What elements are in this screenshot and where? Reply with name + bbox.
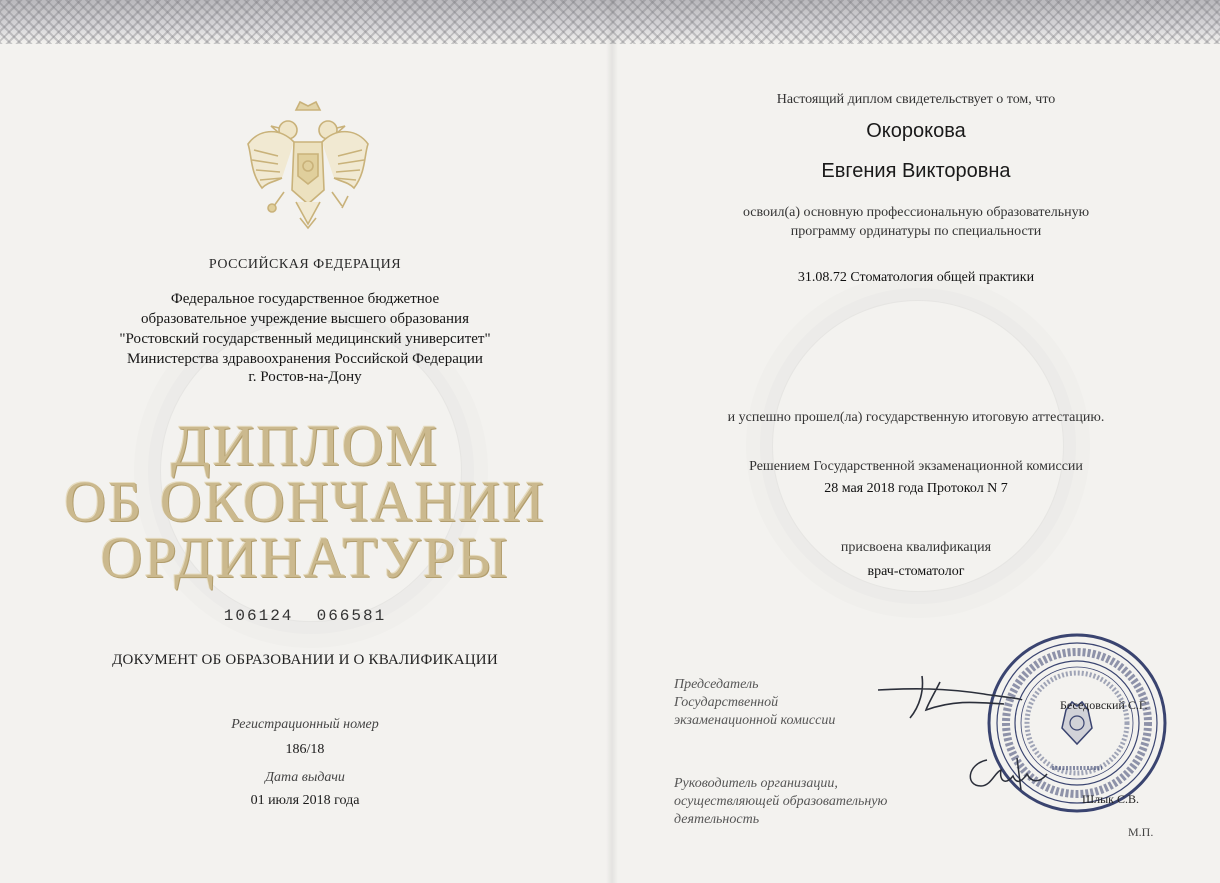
head-label-line: деятельность: [674, 812, 760, 827]
graduate-given-names: Евгения Викторовна: [821, 160, 1011, 182]
serial-number: 106124 066581: [223, 607, 387, 625]
issue-date-label: Дата выдачи: [265, 770, 345, 785]
qualification-label: присвоена квалификация: [840, 540, 992, 555]
head-label-line: Руководитель организации,: [674, 776, 838, 791]
chair-label-line: Председатель: [674, 677, 759, 692]
registration-number-label: Регистрационный номер: [231, 717, 379, 732]
chair-signature-icon: [874, 670, 1024, 730]
head-name: Шлык С.В.: [1082, 792, 1139, 806]
certifies-intro: Настоящий диплом свидетельствует о том, что: [776, 92, 1056, 107]
head-signature-icon: [957, 750, 1077, 800]
diploma-title-line: ОРДИНАТУРЫ: [100, 525, 510, 590]
institution-line: образовательное учреждение высшего образования: [141, 311, 469, 327]
chair-label: [674, 676, 835, 730]
registration-number: 186/18: [285, 742, 325, 757]
head-label-line: осуществляющей образовательную: [674, 794, 888, 809]
head-label: [674, 775, 887, 829]
chair-name: Беседовский С.Г.: [1060, 698, 1148, 712]
qualification: врач-стоматолог: [867, 564, 965, 579]
protocol-date: 28 мая 2018 года Протокол N 7: [824, 481, 1008, 496]
diploma-title-line: ДИПЛОМ: [170, 413, 440, 478]
institution-line: Федеральное государственное бюджетное: [170, 291, 440, 307]
issue-date: 01 июля 2018 года: [250, 793, 360, 808]
diploma-title-line: ОБ ОКОНЧАНИИ: [64, 469, 546, 534]
country-name: РОССИЙСКАЯ ФЕДЕРАЦИЯ: [208, 257, 402, 272]
attestation-passed: и успешно прошел(ла) государственную итоговую аттестацию.: [727, 410, 1105, 425]
eagle-emblem-icon: [238, 96, 378, 236]
document-type: ДОКУМЕНТ ОБ ОБРАЗОВАНИИ И О КВАЛИФИКАЦИИ: [112, 652, 498, 668]
institution-city: г. Ростов-на-Дону: [248, 369, 362, 385]
chair-label-line: Государственной: [674, 695, 779, 710]
graduate-surname: Окорокова: [866, 120, 966, 142]
chair-label-line: экзаменационной комиссии: [674, 713, 836, 728]
institution-line: Министерства здравоохранения Российской Федерации: [127, 351, 483, 367]
seal-place-mark: М.П.: [1128, 825, 1154, 839]
right-page: [612, 0, 1220, 883]
commission-decision: Решением Государственной экзаменационной комиссии: [749, 459, 1083, 474]
institution-line: "Ростовский государственный медицинский университет": [119, 331, 491, 347]
mastered-program-line: программу ординатуры по специальности: [790, 224, 1042, 239]
mastered-program-line: освоил(а) основную профессиональную образовательную: [742, 205, 1090, 220]
specialty: 31.08.72 Стоматология общей практики: [797, 270, 1035, 285]
